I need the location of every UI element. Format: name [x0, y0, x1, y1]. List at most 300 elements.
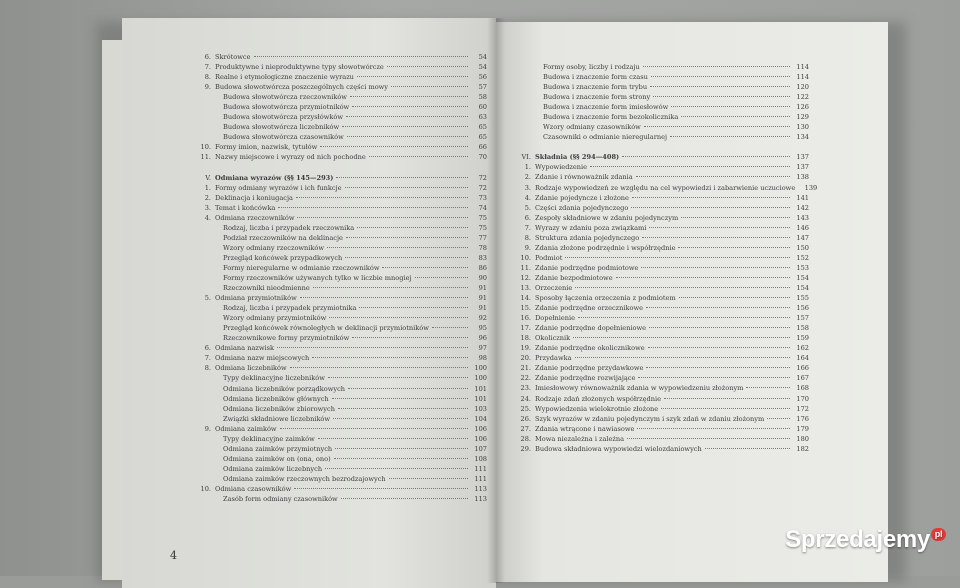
- toc-entry-page: 143: [796, 213, 809, 222]
- toc-entry-number: 22.: [520, 374, 531, 383]
- toc-entry: [509, 424, 809, 434]
- toc-entry: [509, 263, 809, 273]
- toc-leader-dots: [341, 498, 468, 499]
- toc-entry-number: 5.: [204, 294, 211, 303]
- toc-entry: [509, 243, 809, 253]
- toc-entry-label: Produktywne i nieproduktywne typy słowotwórcze: [215, 63, 384, 72]
- toc-entry: [509, 333, 809, 343]
- toc-entry-label: Formy nieregularne w odmianie rzeczowników: [223, 263, 380, 272]
- toc-entry-label: Budowa słowotwórcza liczebników: [223, 123, 340, 132]
- toc-entry-number: 14.: [520, 294, 531, 303]
- toc-leader-dots: [382, 267, 468, 268]
- toc-entry-page: 75: [478, 223, 487, 232]
- toc-entry-label: Wypowiedzenie: [535, 163, 588, 172]
- toc-entry-label: Sposoby łączenia orzeczenia z podmiotem: [535, 294, 676, 303]
- toc-leader-dots: [369, 156, 468, 157]
- toc-entry-page: 104: [474, 414, 487, 423]
- toc-entry: [509, 112, 809, 122]
- toc-entry-label: Budowa słowotwórcza przymiotników: [223, 103, 350, 112]
- toc-entry-label: Mowa niezależna i zależna: [535, 434, 625, 443]
- watermark-text: Sprzedajemy: [785, 526, 930, 553]
- toc-entry-number: 10.: [520, 253, 531, 262]
- toc-entry-number: V.: [205, 173, 211, 182]
- toc-entry-page: 92: [478, 314, 487, 323]
- toc-leader-dots: [616, 277, 790, 278]
- toc-entry-label: Przydawka: [535, 354, 572, 363]
- toc-entry: [509, 162, 809, 172]
- toc-entry-label: Wzory odmiany czasowników: [543, 123, 641, 132]
- toc-entry: [189, 303, 487, 313]
- toc-entry-number: 20.: [520, 354, 531, 363]
- toc-entry: [189, 414, 487, 424]
- toc-entry: [189, 444, 487, 454]
- toc-leader-dots: [678, 247, 790, 248]
- toc-entry-page: 120: [796, 83, 809, 92]
- toc-entry: [189, 333, 487, 343]
- toc-entry-page: 98: [478, 354, 487, 363]
- toc-entry: [509, 323, 809, 333]
- toc-entry-label: Odmiana czasowników: [215, 484, 292, 493]
- toc-entry-page: 176: [796, 414, 809, 423]
- toc-entry: [189, 424, 487, 434]
- toc-entry-label: Składnia (§§ 294—408): [535, 153, 620, 162]
- toc-entry-page: 146: [796, 223, 809, 232]
- toc-entry: [509, 293, 809, 303]
- toc-entry: [509, 363, 809, 373]
- toc-entry-number: 12.: [520, 273, 531, 282]
- toc-leader-dots: [575, 357, 790, 358]
- toc-entry-label: Podmiot: [535, 253, 563, 262]
- toc-entry-label: Zespoły składniowe w zdaniu pojedynczym: [535, 213, 679, 222]
- toc-entry-page: 166: [796, 364, 809, 373]
- toc-entry-number: 13.: [520, 283, 531, 292]
- toc-leader-dots: [664, 398, 790, 399]
- toc-leader-dots: [296, 197, 468, 198]
- toc-entry-label: Zdania wtrącone i nawiasowe: [535, 424, 635, 433]
- toc-leader-dots: [432, 327, 468, 328]
- toc-leader-dots: [329, 317, 468, 318]
- toc-entry: [189, 464, 487, 474]
- toc-entry-page: 91: [478, 284, 487, 293]
- toc-entry-page: 137: [796, 153, 809, 162]
- toc-gap: [189, 163, 487, 173]
- toc-entry: [189, 213, 487, 223]
- toc-entry: [509, 82, 809, 92]
- toc-entry-number: 6.: [204, 344, 211, 353]
- toc-entry-page: 107: [474, 444, 487, 453]
- toc-entry: [509, 444, 809, 454]
- toc-entry-page: 106: [474, 424, 487, 433]
- toc-entry-page: 152: [796, 253, 809, 262]
- toc-entry-label: Budowa i znaczenie form bezokolicznika: [543, 113, 679, 122]
- toc-entry-number: 7.: [204, 354, 211, 363]
- toc-entry: [189, 72, 487, 82]
- toc-entry-page: 73: [478, 193, 487, 202]
- toc-leader-dots: [280, 428, 468, 429]
- toc-leader-dots: [746, 387, 790, 388]
- toc-leader-dots: [631, 207, 790, 208]
- toc-entry: [189, 454, 487, 464]
- toc-entry: [509, 383, 809, 393]
- toc-entry-label: Wypowiedzenia wielokrotnie złożone: [535, 404, 659, 413]
- toc-leader-dots: [578, 317, 790, 318]
- toc-entry-page: 154: [796, 283, 809, 292]
- toc-entry-label: Zdanie pojedyncze i złożone: [535, 193, 629, 202]
- toc-entry-label: Nazwy miejscowe i wyrazy od nich pochodne: [215, 153, 366, 162]
- toc-entry-page: 147: [796, 233, 809, 242]
- toc-entry: [509, 283, 809, 293]
- toc-leader-dots: [254, 56, 469, 57]
- toc-entry: [189, 404, 487, 414]
- toc-entry-page: 154: [796, 273, 809, 282]
- toc-entry-number: 4.: [204, 213, 211, 222]
- toc-entry-number: 27.: [520, 424, 531, 433]
- toc-entry-label: Dopełnienie: [535, 314, 576, 323]
- toc-entry-page: 100: [474, 364, 487, 373]
- toc-leader-dots: [389, 478, 468, 479]
- toc-leader-dots: [767, 418, 790, 419]
- toc-entry-page: 65: [478, 133, 487, 142]
- toc-leader-dots: [391, 86, 468, 87]
- toc-entry-label: Odmiana przymiotników: [215, 294, 297, 303]
- toc-leader-dots: [670, 136, 790, 137]
- toc-entry-page: 95: [478, 324, 487, 333]
- toc-leader-dots: [336, 177, 468, 178]
- toc-leader-dots: [345, 187, 468, 188]
- toc-entry-number: 6.: [524, 213, 531, 222]
- toc-entry-label: Struktura zdania pojedynczego: [535, 233, 640, 242]
- toc-entry-label: Orzeczenie: [535, 283, 573, 292]
- toc-entry-number: 29.: [520, 444, 531, 453]
- toc-entry: [189, 283, 487, 293]
- toc-leader-dots: [352, 337, 468, 338]
- toc-entry-page: 159: [796, 334, 809, 343]
- toc-entry-page: 180: [796, 434, 809, 443]
- toc-leader-dots: [638, 377, 790, 378]
- toc-leader-dots: [342, 126, 468, 127]
- toc-entry: [189, 132, 487, 142]
- toc-entry-number: 2.: [524, 173, 531, 182]
- toc-leader-dots: [290, 367, 468, 368]
- toc-entry-page: 114: [796, 73, 809, 82]
- toc-entry-page: 106: [474, 434, 487, 443]
- toc-leader-dots: [565, 257, 790, 258]
- toc-entry-page: 139: [804, 183, 818, 192]
- toc-entry: [189, 183, 487, 193]
- toc-entry: [509, 353, 809, 363]
- toc-entry-label: Odmiana zaimków liczebnych: [223, 464, 323, 473]
- toc-entry-page: 56: [478, 73, 487, 82]
- toc-leader-dots: [661, 408, 790, 409]
- toc-entry-number: 26.: [520, 414, 531, 423]
- toc-entry-label: Budowa składniowa wypowiedzi wielozdaniowych: [535, 444, 702, 453]
- toc-leader-dots: [637, 428, 790, 429]
- toc-entry-page: 138: [796, 173, 809, 182]
- toc-entry-label: Szyk wyrazów w zdaniu pojedynczym i szyk zdań w zdaniu złożonym: [535, 414, 765, 423]
- toc-entry: [189, 203, 487, 213]
- toc-entry-number: 21.: [520, 364, 531, 373]
- toc-leader-dots: [575, 287, 790, 288]
- toc-entry-label: Odmiana zaimków: [215, 424, 277, 433]
- toc-leader-dots: [648, 347, 790, 348]
- toc-leader-dots: [643, 66, 790, 67]
- toc-entry-page: 153: [796, 263, 809, 272]
- toc-entry-label: Deklinacja i koniugacja: [215, 193, 293, 202]
- toc-entry-page: 122: [796, 93, 809, 102]
- toc-entry-page: 54: [478, 63, 487, 72]
- toc-entry: [509, 223, 809, 233]
- toc-entry: [189, 323, 487, 333]
- toc-entry-number: 23.: [520, 384, 531, 393]
- toc-leader-dots: [573, 337, 790, 338]
- toc-entry-page: 170: [796, 394, 809, 403]
- toc-entry-label: Związki składniowe liczebników: [223, 414, 331, 423]
- toc-entry-page: 129: [796, 113, 809, 122]
- toc-entry-number: 11.: [200, 153, 211, 162]
- toc-leader-dots: [357, 227, 468, 228]
- toc-leader-dots: [636, 176, 790, 177]
- watermark-logo: [785, 526, 946, 554]
- toc-entry-page: 90: [478, 273, 487, 282]
- toc-entry: [189, 193, 487, 203]
- toc-leader-dots: [359, 307, 468, 308]
- toc-entry-number: 5.: [524, 203, 531, 212]
- toc-entry-page: 72: [478, 183, 487, 192]
- toc-entry: [509, 183, 818, 193]
- toc-section-heading: [509, 152, 809, 162]
- book-gutter: [487, 18, 505, 583]
- toc-entry-page: 130: [796, 123, 809, 132]
- toc-entry-page: 155: [796, 294, 809, 303]
- toc-entry-page: 91: [478, 304, 487, 313]
- toc-entry-label: Budowa i znaczenie form trybu: [543, 83, 648, 92]
- toc-entry-number: 1.: [204, 183, 211, 192]
- toc-entry: [509, 92, 809, 102]
- toc-entry: [509, 303, 809, 313]
- toc-entry: [189, 394, 487, 404]
- toc-entry-page: 103: [474, 404, 487, 413]
- toc-entry: [189, 233, 487, 243]
- toc-entry-number: 9.: [204, 83, 211, 92]
- toc-entry: [189, 373, 487, 383]
- toc-entry-label: Zdanie bezpodmiotowe: [535, 273, 613, 282]
- toc-entry-number: 7.: [204, 63, 211, 72]
- toc-leader-dots: [679, 297, 790, 298]
- toc-entry: [189, 263, 487, 273]
- toc-leader-dots: [644, 126, 790, 127]
- toc-entry-page: 60: [478, 103, 487, 112]
- toc-entry: [189, 494, 487, 504]
- toc-entry-label: Formy imion, nazwisk, tytułów: [215, 143, 318, 152]
- toc-entry-page: 168: [796, 384, 809, 393]
- toc-entry: [509, 62, 809, 72]
- toc-entry-label: Odmiana zaimków on (ona, ono): [223, 454, 331, 463]
- toc-entry-page: 126: [796, 103, 809, 112]
- toc-entry-label: Imiesłowowy równoważnik zdania w wypowiedzeniu złożonym: [535, 384, 744, 393]
- toc-entry: [509, 72, 809, 82]
- toc-entry-label: Odmiana nazw miejscowych: [215, 354, 310, 363]
- toc-entry-label: Formy rzeczowników używanych tylko w liczbie mnogiej: [223, 273, 412, 282]
- toc-leader-dots: [671, 106, 790, 107]
- toc-leader-dots: [590, 166, 790, 167]
- toc-entry-label: Zdania złożone podrzędnie i współrzędnie: [535, 243, 676, 252]
- toc-leader-dots: [646, 307, 790, 308]
- toc-leader-dots: [650, 86, 790, 87]
- toc-entry-label: Skrótowce: [215, 53, 251, 61]
- toc-leader-dots: [328, 377, 468, 378]
- toc-entry-label: Odmiana zaimków przymiotnych: [223, 444, 333, 453]
- toc-entry: [509, 313, 809, 323]
- toc-entry-label: Rodzaje zdań złożonych współrzędnie: [535, 394, 661, 403]
- toc-leader-dots: [277, 347, 468, 348]
- toc-entry-label: Zdanie i równoważnik zdania: [535, 173, 633, 182]
- toc-entry-label: Formy osoby, liczby i rodzaju: [543, 63, 640, 71]
- toc-entry-number: 4.: [524, 193, 531, 202]
- toc-entry-number: 25.: [520, 404, 531, 413]
- toc-entry-label: Odmiana liczebników zbiorowych: [223, 404, 335, 413]
- toc-leader-dots: [335, 448, 468, 449]
- toc-entry: [189, 343, 487, 353]
- toc-entry-page: 156: [796, 304, 809, 313]
- toc-entry-label: Formy odmiany wyrazów i ich funkcje: [215, 183, 342, 192]
- toc-entry: [189, 313, 487, 323]
- toc-entry: [189, 142, 487, 152]
- toc-entry-number: VI.: [521, 153, 531, 162]
- toc-entry-label: Wzory odmiany rzeczowników: [223, 243, 325, 252]
- toc-leader-dots: [646, 367, 790, 368]
- toc-entry-page: 91: [478, 294, 487, 303]
- toc-entry: [189, 293, 487, 303]
- toc-entry-label: Budowa słowotwórcza poszczególnych części mowy: [215, 83, 389, 92]
- toc-entry-label: Okolicznik: [535, 334, 571, 343]
- toc-entry-page: 111: [474, 464, 487, 473]
- toc-entry-label: Rzeczownikowe formy przymiotników: [223, 334, 350, 343]
- toc-leader-dots: [345, 257, 468, 258]
- toc-entry-page: 158: [796, 324, 809, 333]
- toc-leader-dots: [642, 237, 790, 238]
- toc-entry-label: Budowa słowotwórcza przysłówków: [223, 113, 343, 122]
- toc-entry-page: 57: [478, 83, 487, 92]
- toc-entry-page: 162: [796, 344, 809, 353]
- toc-entry: [509, 434, 809, 444]
- toc-entry-number: 28.: [520, 434, 531, 443]
- toc-entry-number: 8.: [524, 233, 531, 242]
- toc-leader-dots: [297, 217, 468, 218]
- toc-entry-label: Budowa słowotwórcza rzeczowników: [223, 93, 347, 102]
- toc-entry-page: 114: [796, 63, 809, 71]
- toc-entry-page: 101: [474, 384, 487, 393]
- toc-entry: [189, 353, 487, 363]
- left-toc: [189, 52, 487, 504]
- toc-leader-dots: [334, 458, 468, 459]
- toc-entry-page: 150: [796, 243, 809, 252]
- toc-entry-page: 100: [474, 374, 487, 383]
- toc-entry: [189, 384, 487, 394]
- toc-leader-dots: [622, 156, 790, 157]
- toc-entry-number: 3.: [204, 203, 211, 212]
- toc-entry-page: 75: [478, 213, 487, 222]
- toc-leader-dots: [318, 438, 468, 439]
- toc-leader-dots: [294, 488, 468, 489]
- toc-entry: [509, 102, 809, 112]
- toc-entry-page: 66: [478, 143, 487, 152]
- toc-entry-page: 70: [478, 153, 487, 162]
- toc-leader-dots: [352, 106, 468, 107]
- toc-entry-page: 72: [478, 173, 487, 182]
- toc-entry-label: Budowa słowotwórcza czasowników: [223, 133, 344, 142]
- toc-leader-dots: [681, 217, 790, 218]
- toc-entry-label: Rzeczowniki nieodmienne: [223, 284, 310, 293]
- toc-entry-page: 142: [796, 203, 809, 212]
- toc-leader-dots: [649, 327, 790, 328]
- toc-entry-label: Budowa i znaczenie form strony: [543, 93, 651, 102]
- toc-entry-label: Temat i końcówka: [215, 203, 276, 212]
- toc-entry-label: Zdanie podrzędne podmiotowe: [535, 263, 639, 272]
- toc-entry-label: Typy deklinacyjne zaimków: [223, 434, 315, 443]
- toc-entry: [189, 363, 487, 373]
- toc-leader-dots: [313, 287, 468, 288]
- toc-entry-label: Przegląd końcówek przypadkowych: [223, 253, 343, 262]
- toc-entry-label: Wzory odmiany przymiotników: [223, 314, 327, 323]
- toc-leader-dots: [312, 357, 468, 358]
- toc-entry-page: 78: [478, 243, 487, 252]
- toc-leader-dots: [325, 468, 468, 469]
- toc-entry-number: 17.: [520, 324, 531, 333]
- toc-entry-label: Typy deklinacyjne liczebników: [223, 374, 325, 383]
- toc-entry-page: 96: [478, 334, 487, 343]
- toc-entry: [189, 273, 487, 283]
- toc-entry: [509, 193, 809, 203]
- toc-entry-number: 15.: [520, 304, 531, 313]
- toc-leader-dots: [327, 247, 468, 248]
- toc-entry-page: 65: [478, 123, 487, 132]
- toc-leader-dots: [300, 297, 468, 298]
- toc-entry: [509, 172, 809, 182]
- toc-entry-page: 179: [796, 424, 809, 433]
- toc-entry-number: 9.: [204, 424, 211, 433]
- toc-entry: [189, 122, 487, 132]
- toc-entry-page: 83: [478, 253, 487, 262]
- toc-entry-label: Odmiana wyrazów (§§ 145—293): [215, 173, 334, 182]
- toc-entry-page: 101: [474, 394, 487, 403]
- toc-entry-number: 2.: [204, 193, 211, 202]
- toc-leader-dots: [332, 398, 468, 399]
- toc-entry-page: 58: [478, 93, 487, 102]
- toc-entry: [189, 223, 487, 233]
- toc-entry: [189, 112, 487, 122]
- toc-entry-label: Zdanie podrzędne dopełnieniowe: [535, 324, 647, 333]
- toc-entry-label: Czasowniki o odmianie nieregularnej: [543, 133, 668, 142]
- toc-entry-number: 8.: [204, 73, 211, 82]
- toc-entry-page: 97: [478, 344, 487, 353]
- toc-entry-label: Odmiana rzeczowników: [215, 213, 295, 222]
- toc-entry-number: 3.: [524, 183, 531, 192]
- toc-entry-page: 86: [478, 263, 487, 272]
- toc-entry-label: Budowa i znaczenie form imiesłowów: [543, 103, 669, 112]
- toc-leader-dots: [705, 448, 790, 449]
- toc-entry-page: 113: [474, 484, 487, 493]
- toc-leader-dots: [348, 388, 468, 389]
- toc-entry-label: Rodzaj, liczba i przypadek rzeczownika: [223, 223, 355, 232]
- toc-entry: [509, 373, 809, 383]
- toc-entry: [509, 233, 809, 243]
- toc-entry-number: 8.: [204, 364, 211, 373]
- toc-entry: [509, 253, 809, 263]
- toc-leader-dots: [320, 146, 468, 147]
- toc-entry: [189, 474, 487, 484]
- toc-entry: [189, 52, 487, 62]
- toc-entry: [509, 394, 809, 404]
